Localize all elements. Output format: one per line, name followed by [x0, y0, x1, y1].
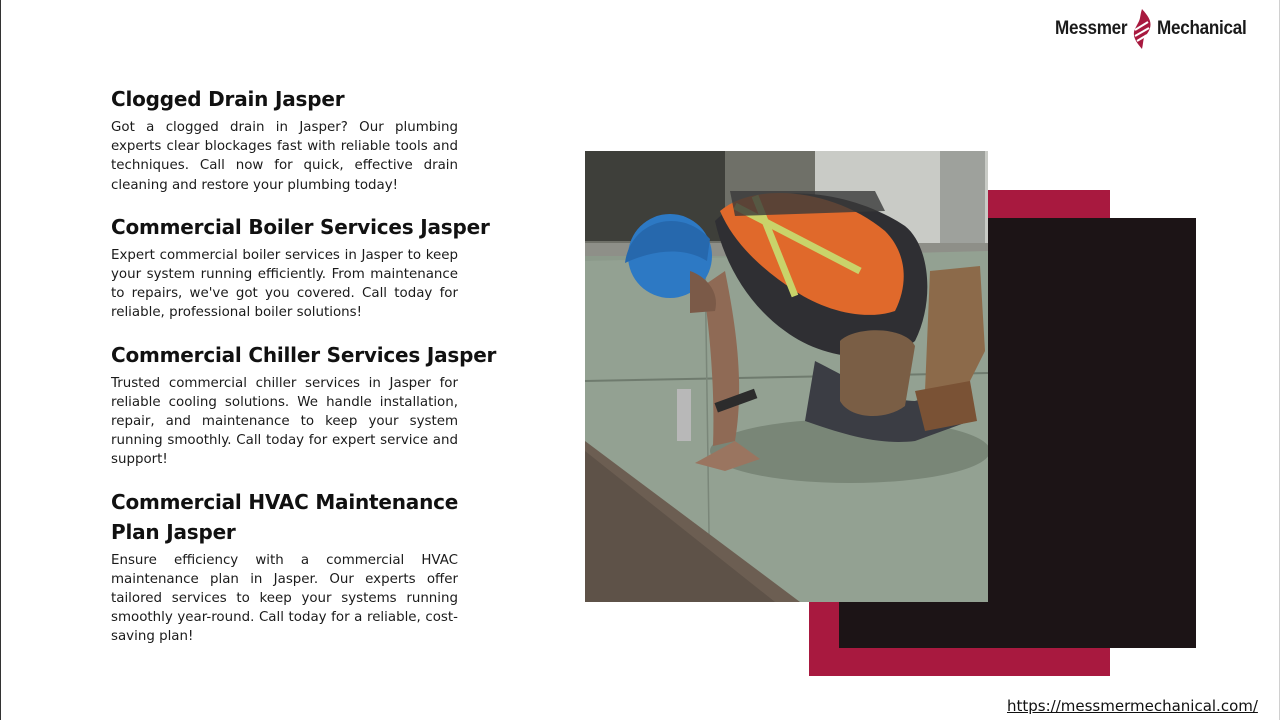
service-item-chiller: [111, 340, 511, 470]
website-link[interactable]: https://messmermechanical.com/: [1007, 697, 1258, 715]
flame-logo-icon: [1129, 8, 1155, 50]
service-description: Got a clogged drain in Jasper? Our plumbing experts clear blockages fast with reliable tools and techniques. Call now for quick, effective drain cleaning and restore your plumbing today!: [111, 120, 458, 193]
services-list: [111, 84, 511, 647]
worker-photo: [585, 151, 988, 602]
page-border-left: [0, 0, 1, 720]
service-item-hvac-maintenance: [111, 487, 511, 647]
brand-name-first: Messmer: [1055, 18, 1128, 39]
service-item-boiler: [111, 212, 511, 323]
service-title: Clogged Drain Jasper: [111, 87, 345, 111]
service-title: Commercial Boiler Services Jasper: [111, 214, 490, 239]
roofer-illustration: [585, 151, 988, 602]
service-description: Expert commercial boiler services in Jasper to keep your system running efficiently. From maintenance to repairs, we've got you covered. Call today for reliable, professional boiler solutions!: [111, 247, 458, 321]
service-title: Commercial Chiller Services Jasper: [111, 342, 497, 367]
service-description: Trusted commercial chiller services in Jasper for reliable cooling solutions. We handle installation, repair, and maintenance to keep your system running smoothly. Call today for expert service and support!: [111, 375, 458, 468]
service-title: Commercial HVAC Maintenance Plan Jasper: [111, 489, 459, 544]
brand-logo[interactable]: [1055, 8, 1270, 50]
service-item-clogged-drain: [111, 84, 511, 195]
service-description: Ensure efficiency with a commercial HVAC maintenance plan in Jasper. Our experts offer tailored services to keep your systems running smoothly year-round. Call today for a reliable, cost-saving plan!: [111, 552, 458, 645]
brand-name-second: Mechanical: [1157, 18, 1247, 39]
